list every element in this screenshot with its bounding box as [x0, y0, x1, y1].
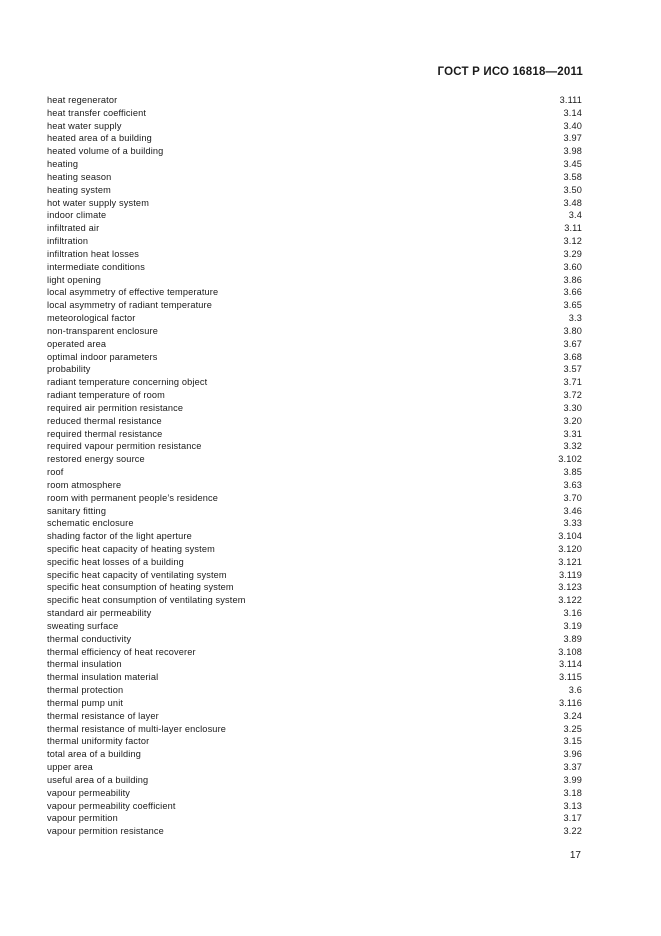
index-term: non-transparent enclosure — [47, 325, 159, 336]
index-term: specific heat losses of a building — [47, 556, 184, 567]
index-term: local asymmetry of radiant temperature — [47, 300, 213, 311]
index-reference: 3.14 — [563, 107, 582, 118]
index-reference: 3.122 — [558, 595, 582, 606]
index-reference: 3.68 — [563, 351, 582, 362]
index-term: roof — [47, 467, 64, 478]
page-number: 17 — [569, 850, 581, 861]
index-entry — [47, 107, 582, 120]
index-reference: 3.123 — [558, 582, 582, 593]
index-entry — [47, 299, 582, 312]
index-term: sanitary fitting — [47, 505, 107, 516]
index-term: vapour permition — [47, 813, 118, 824]
index-term: thermal insulation — [47, 659, 122, 670]
index-entry — [47, 466, 582, 479]
index-term: specific heat capacity of heating system — [47, 543, 215, 554]
index-reference: 3.45 — [563, 159, 582, 170]
index-term: thermal conductivity — [47, 633, 132, 644]
index-reference: 3.67 — [563, 338, 582, 349]
index-term: thermal efficiency of heat recoverer — [47, 646, 196, 657]
index-reference: 3.97 — [563, 133, 582, 144]
index-entry — [47, 120, 582, 133]
index-term: standard air permeability — [47, 608, 152, 619]
index-entry — [47, 607, 582, 620]
index-reference: 3.57 — [563, 364, 582, 375]
index-term: specific heat capacity of ventilating system — [47, 569, 227, 580]
index-term: probability — [47, 364, 91, 375]
index-entry — [47, 389, 582, 402]
index-entry — [47, 235, 582, 248]
index-term: sweating surface — [47, 620, 119, 631]
term-index-list — [47, 94, 582, 838]
index-term: useful area of a building — [47, 774, 149, 785]
index-term: thermal protection — [47, 685, 124, 696]
index-term: indoor climate — [47, 210, 107, 221]
index-term: radiant temperature of room — [47, 390, 165, 401]
index-entry — [47, 684, 582, 697]
index-entry — [47, 748, 582, 761]
index-entry — [47, 543, 582, 556]
index-entry — [47, 812, 582, 825]
index-term: heated volume of a building — [47, 146, 164, 157]
index-reference: 3.6 — [568, 685, 582, 696]
index-reference: 3.114 — [558, 659, 582, 670]
index-reference: 3.115 — [558, 672, 582, 683]
index-term: required vapour permition resistance — [47, 441, 202, 452]
index-entry — [47, 761, 582, 774]
index-reference: 3.71 — [563, 377, 582, 388]
index-reference: 3.63 — [563, 479, 582, 490]
index-term: heated area of a building — [47, 133, 152, 144]
index-entry — [47, 338, 582, 351]
index-reference: 3.46 — [563, 505, 582, 516]
index-entry — [47, 94, 582, 107]
index-reference: 3.17 — [563, 813, 582, 824]
index-reference: 3.108 — [558, 646, 582, 657]
index-term: required thermal resistance — [47, 428, 163, 439]
index-reference: 3.12 — [563, 236, 582, 247]
index-term: total area of a building — [47, 749, 142, 760]
index-term: thermal resistance of multi-layer enclosure — [47, 723, 227, 734]
index-term: schematic enclosure — [47, 518, 134, 529]
index-entry — [47, 479, 582, 492]
index-entry — [47, 492, 582, 505]
index-reference: 3.119 — [558, 569, 582, 580]
index-reference: 3.29 — [563, 248, 582, 259]
index-term: restored energy source — [47, 454, 145, 465]
index-term: thermal resistance of layer — [47, 710, 159, 721]
index-term: room with permanent people’s residence — [47, 492, 218, 503]
index-term: vapour permeability — [47, 787, 131, 798]
index-term: vapour permition resistance — [47, 826, 164, 837]
index-reference: 3.25 — [563, 723, 582, 734]
index-entry — [47, 671, 582, 684]
index-term: heat regenerator — [47, 95, 118, 105]
index-reference: 3.4 — [568, 210, 582, 221]
index-entry — [47, 556, 582, 569]
index-entry — [47, 569, 582, 582]
index-term: meteorological factor — [47, 313, 136, 324]
index-reference: 3.99 — [563, 774, 582, 785]
index-reference: 3.86 — [563, 274, 582, 285]
index-reference: 3.37 — [563, 762, 582, 773]
index-entry — [47, 171, 582, 184]
index-entry — [47, 209, 582, 222]
index-term: specific heat consumption of heating system — [47, 582, 234, 593]
index-reference: 3.72 — [563, 390, 582, 401]
index-reference: 3.80 — [563, 325, 582, 336]
index-entry — [47, 376, 582, 389]
index-reference: 3.40 — [563, 120, 582, 131]
index-entry — [47, 723, 582, 736]
index-reference: 3.116 — [558, 697, 582, 708]
index-reference: 3.16 — [563, 608, 582, 619]
index-entry — [47, 312, 582, 325]
index-entry — [47, 428, 582, 441]
index-entry — [47, 697, 582, 710]
index-entry — [47, 158, 582, 171]
index-reference: 3.11 — [564, 223, 582, 234]
index-reference: 3.96 — [563, 749, 582, 760]
index-reference: 3.111 — [559, 95, 582, 105]
index-entry — [47, 787, 582, 800]
document-header: ГОСТ Р ИСО 16818—2011 — [437, 66, 583, 78]
index-entry — [47, 363, 582, 376]
index-reference: 3.30 — [563, 402, 582, 413]
index-reference: 3.31 — [563, 428, 582, 439]
index-entry — [47, 351, 582, 364]
index-entry — [47, 581, 582, 594]
index-term: room atmosphere — [47, 479, 122, 490]
index-term: infiltration — [47, 236, 89, 247]
index-reference: 3.32 — [563, 441, 582, 452]
index-entry — [47, 145, 582, 158]
index-reference: 3.15 — [563, 736, 582, 747]
index-reference: 3.58 — [563, 171, 582, 182]
index-term: shading factor of the light aperture — [47, 531, 192, 542]
index-entry — [47, 710, 582, 723]
index-entry — [47, 184, 582, 197]
index-entry — [47, 800, 582, 813]
index-term: specific heat consumption of ventilating system — [47, 595, 246, 606]
index-entry — [47, 261, 582, 274]
index-entry — [47, 286, 582, 299]
index-reference: 3.102 — [558, 454, 582, 465]
index-entry — [47, 325, 582, 338]
index-term: heating season — [47, 171, 112, 182]
index-term: intermediate conditions — [47, 261, 145, 272]
index-entry — [47, 440, 582, 453]
index-term: local asymmetry of effective temperature — [47, 287, 219, 298]
index-entry — [47, 658, 582, 671]
index-entry — [47, 620, 582, 633]
index-entry — [47, 646, 582, 659]
index-entry — [47, 453, 582, 466]
index-term: vapour permeability coefficient — [47, 800, 176, 811]
index-term: optimal indoor parameters — [47, 351, 158, 362]
index-reference: 3.70 — [563, 492, 582, 503]
index-entry — [47, 530, 582, 543]
index-term: required air permition resistance — [47, 402, 184, 413]
index-term: infiltrated air — [47, 223, 100, 234]
index-entry — [47, 274, 582, 287]
index-reference: 3.20 — [563, 415, 582, 426]
index-reference: 3.24 — [563, 710, 582, 721]
index-reference: 3.48 — [563, 197, 582, 208]
index-term: heating system — [47, 184, 111, 195]
index-term: thermal uniformity factor — [47, 736, 150, 747]
index-reference: 3.3 — [568, 313, 582, 324]
index-term: heat water supply — [47, 120, 122, 131]
index-reference: 3.60 — [563, 261, 582, 272]
index-entry — [47, 415, 582, 428]
index-entry — [47, 633, 582, 646]
index-term: radiant temperature concerning object — [47, 377, 208, 388]
index-reference: 3.18 — [563, 787, 582, 798]
index-term: reduced thermal resistance — [47, 415, 162, 426]
index-term: heat transfer coefficient — [47, 107, 147, 118]
index-entry — [47, 774, 582, 787]
index-reference: 3.104 — [558, 531, 582, 542]
index-entry — [47, 505, 582, 518]
index-entry — [47, 402, 582, 415]
index-reference: 3.98 — [563, 146, 582, 157]
index-term: heating — [47, 159, 79, 170]
index-entry — [47, 132, 582, 145]
index-reference: 3.121 — [558, 556, 582, 567]
index-term: infiltration heat losses — [47, 248, 139, 259]
index-reference: 3.33 — [563, 518, 582, 529]
index-entry — [47, 735, 582, 748]
index-term: thermal insulation material — [47, 672, 159, 683]
index-term: hot water supply system — [47, 197, 150, 208]
index-reference: 3.66 — [563, 287, 582, 298]
index-term: upper area — [47, 762, 93, 773]
index-entry — [47, 197, 582, 210]
index-term: light opening — [47, 274, 102, 285]
index-entry — [47, 222, 582, 235]
index-reference: 3.19 — [563, 620, 582, 631]
index-reference: 3.89 — [563, 633, 582, 644]
index-entry — [47, 825, 582, 838]
index-reference: 3.50 — [563, 184, 582, 195]
index-reference: 3.13 — [563, 800, 582, 811]
index-entry — [47, 248, 582, 261]
index-entry — [47, 594, 582, 607]
index-reference: 3.120 — [558, 543, 582, 554]
index-reference: 3.65 — [563, 300, 582, 311]
index-reference: 3.22 — [563, 826, 582, 837]
index-term: thermal pump unit — [47, 697, 124, 708]
index-reference: 3.85 — [563, 467, 582, 478]
index-term: operated area — [47, 338, 107, 349]
index-entry — [47, 517, 582, 530]
